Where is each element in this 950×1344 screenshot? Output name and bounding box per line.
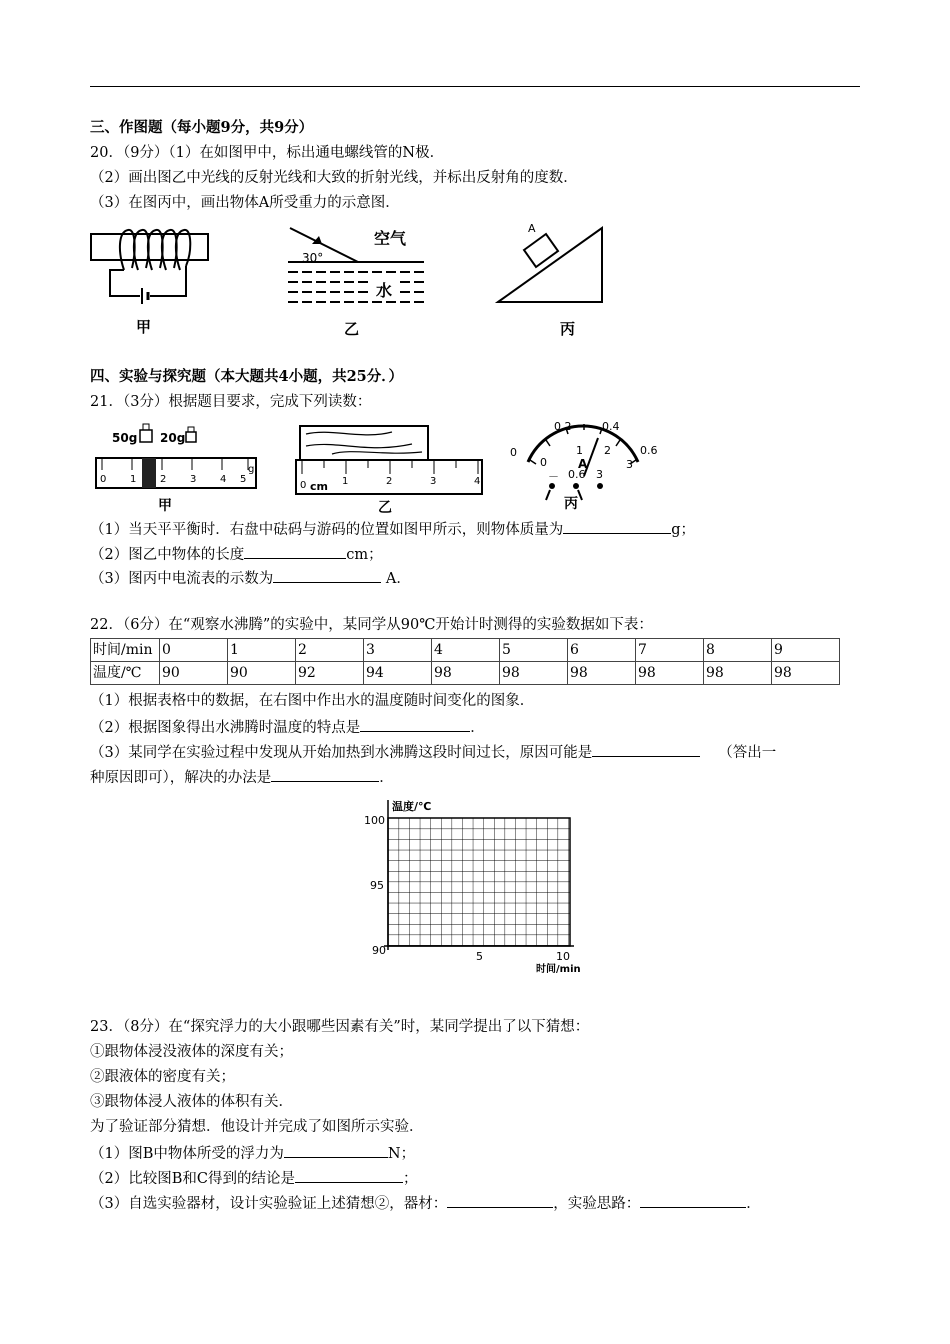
svg-text:0: 0 (510, 446, 517, 459)
graph-ylabel: 温度/℃ (392, 800, 432, 813)
table-cell: 4 (432, 639, 500, 662)
graph-y95: 95 (370, 879, 384, 892)
svg-text:0.6: 0.6 (568, 468, 586, 481)
ruler-cm-label: cm (310, 480, 328, 493)
svg-text:1: 1 (342, 476, 349, 487)
table-cell: 98 (432, 662, 500, 685)
q21-part1: （1）当天平平衡时．右盘中砝码与游码的位置如图甲所示，则物体质量为 g； (90, 518, 695, 540)
svg-text:2: 2 (604, 444, 611, 457)
ruler-ticks (302, 460, 478, 474)
q23-blank-conclusion[interactable] (295, 1167, 403, 1183)
q23-part2: （2）比较图B和C得到的结论是 ； (90, 1167, 417, 1189)
q22-data-table (90, 638, 840, 685)
svg-text:－: － (548, 470, 559, 483)
table-cell: 98 (636, 662, 704, 685)
table-cell: 6 (568, 639, 636, 662)
table-cell: 温度/℃ (91, 662, 160, 685)
terminal-neg (549, 483, 555, 489)
svg-text:2: 2 (160, 474, 167, 485)
weight-50g (140, 430, 152, 442)
svg-text:3: 3 (430, 476, 437, 487)
section-3-heading: 三、作图题（每小题9分，共9分） (90, 119, 314, 136)
figure-solenoid (88, 222, 218, 342)
weight-20g (186, 432, 196, 442)
figure-ruler (292, 418, 488, 514)
circuit-wire-left (110, 270, 140, 296)
q23-guess3: ③跟物体浸人液体的体积有关． (90, 1094, 293, 1110)
beam-numbers (100, 474, 246, 485)
svg-text:0.4: 0.4 (602, 420, 620, 433)
wood-block (300, 426, 428, 460)
q21-part2: （2）图乙中物体的长度 cm； (90, 543, 383, 565)
graph-y100: 100 (364, 814, 385, 827)
q22-part3-line2: 种原因即可），解决的办法是 ． (90, 766, 394, 788)
terminal-06 (573, 483, 579, 489)
table-cell: 2 (296, 639, 364, 662)
table-cell: 94 (364, 662, 432, 685)
beam-scale (96, 458, 256, 488)
q23-stem: 23．（8分）在“探究浮力的大小跟哪些因素有关”时，某同学提出了以下猜想： (90, 1019, 590, 1035)
q22-blank-feature[interactable] (360, 716, 470, 732)
table-cell: 8 (704, 639, 772, 662)
table-row (91, 639, 840, 662)
graph-y90: 90 (372, 944, 386, 957)
table-cell: 98 (568, 662, 636, 685)
svg-text:2: 2 (386, 476, 393, 487)
table-cell: 时间/min (91, 639, 160, 662)
wood-grain (306, 432, 422, 454)
table-cell: 0 (160, 639, 228, 662)
q20-part2: （2）画出图乙中光线的反射光线和大致的折射光线，并标出反射角的度数． (90, 170, 578, 186)
fig-bing-label: 丙 (560, 320, 576, 338)
figure-refraction (282, 222, 432, 342)
q21-part3: （3）图丙中电流表的示数为 A． (90, 567, 411, 589)
q22-blank-reason[interactable] (592, 741, 700, 757)
water-dashes (288, 272, 424, 302)
section-4-heading: 四、实验与探究题（本大题共4小题，共25分．） (90, 368, 404, 385)
svg-text:0: 0 (100, 474, 107, 485)
q23-blank-idea[interactable] (640, 1192, 746, 1208)
fig-yi-label: 乙 (344, 320, 360, 338)
incident-ray (290, 228, 358, 262)
block-a-label: A (528, 222, 536, 235)
header-rule (90, 86, 860, 87)
terminal-3 (597, 483, 603, 489)
graph-x10: 10 (556, 950, 570, 963)
table-cell: 90 (228, 662, 296, 685)
q23-verify: 为了验证部分猜想．他设计并完成了如图所示实验． (90, 1119, 424, 1135)
q23-blank-equipment[interactable] (447, 1192, 553, 1208)
q22-blank-solution[interactable] (271, 766, 379, 782)
meter-terminals (548, 468, 603, 483)
svg-text:3: 3 (190, 474, 197, 485)
figure-balance (90, 418, 260, 514)
table-cell: 7 (636, 639, 704, 662)
ruler-zero: 0 (300, 480, 307, 491)
meter-unit-label: A (578, 457, 588, 471)
q23-guess2: ②跟液体的密度有关； (90, 1069, 235, 1085)
svg-text:1: 1 (130, 474, 137, 485)
figure-incline (492, 218, 612, 342)
circuit-wire-right (150, 266, 186, 296)
solenoid-coil (120, 230, 190, 270)
fig21-bing-label: 丙 (564, 496, 578, 512)
q21-blank-length[interactable] (244, 543, 346, 559)
table-cell: 92 (296, 662, 364, 685)
rider (142, 458, 156, 488)
svg-text:4: 4 (220, 474, 227, 485)
graph-x5: 5 (476, 950, 483, 963)
svg-text:3: 3 (596, 468, 603, 481)
q21-blank-current[interactable] (273, 567, 381, 583)
angle-label: 30° (302, 251, 324, 265)
q20-part3: （3）在图丙中，画出物体A所受重力的示意图． (90, 195, 400, 211)
table-cell: 98 (704, 662, 772, 685)
svg-text:5: 5 (240, 474, 247, 485)
table-cell: 3 (364, 639, 432, 662)
table-cell: 9 (772, 639, 840, 662)
q22-part2: （2）根据图象得出水沸腾时温度的特点是 ． (90, 716, 485, 738)
graph-grid (388, 818, 570, 946)
table-cell: 1 (228, 639, 296, 662)
table-cell: 90 (160, 662, 228, 685)
q22-part1: （1）根据表格中的数据，在右图中作出水的温度随时间变化的图象． (90, 693, 535, 709)
q22-part3: （3）某同学在实验过程中发现从开始加热到水沸腾这段时间过长，原因可能是 （答出一 (90, 741, 776, 763)
svg-text:3: 3 (626, 458, 633, 471)
q22-graph (358, 796, 594, 982)
q23-part3: （3）自选实验器材，设计实验验证上述猜想②，器材： ，实验思路： ． (90, 1192, 761, 1214)
svg-text:0.2: 0.2 (554, 420, 572, 433)
q23-blank-buoyancy[interactable] (284, 1142, 388, 1158)
weight-20g-label: 20g (160, 431, 186, 445)
q22-stem: 22．（6分）在“观察水沸腾”的实验中，某同学从90℃开始计时测得的实验数据如下表： (90, 617, 653, 633)
svg-text:4: 4 (474, 476, 481, 487)
fig21-yi-label: 乙 (378, 500, 392, 514)
graph-xlabel: 时间/min (536, 964, 581, 975)
table-cell: 5 (500, 639, 568, 662)
q21-blank-mass[interactable] (563, 518, 671, 534)
svg-text:0: 0 (540, 456, 547, 469)
svg-text:1: 1 (576, 444, 583, 457)
beam-ticks (102, 458, 248, 470)
table-cell: 98 (500, 662, 568, 685)
svg-text:0.6: 0.6 (640, 444, 658, 457)
figure-ammeter (506, 416, 666, 516)
fig21-jia-label: 甲 (158, 498, 172, 514)
table-cell: 98 (772, 662, 840, 685)
weight-50g-knob (143, 424, 149, 430)
q23-guess1: ①跟物体浸没液体的深度有关； (90, 1044, 293, 1060)
scale-g-label: g (248, 464, 255, 475)
q20-stem: 20．（9分）（1）在如图甲中，标出通电螺线管的N极． (90, 145, 445, 161)
water-label: 水 (376, 281, 393, 300)
fig-jia-label: 甲 (136, 318, 152, 336)
q21-stem: 21．（3分）根据题目要求，完成下列读数： (90, 394, 372, 410)
air-label: 空气 (374, 229, 407, 248)
q23-part1: （1）图B中物体所受的浮力为 N； (90, 1142, 415, 1164)
weight-50g-label: 50g (112, 431, 138, 445)
ruler-numbers (342, 476, 480, 487)
table-row (91, 662, 840, 685)
